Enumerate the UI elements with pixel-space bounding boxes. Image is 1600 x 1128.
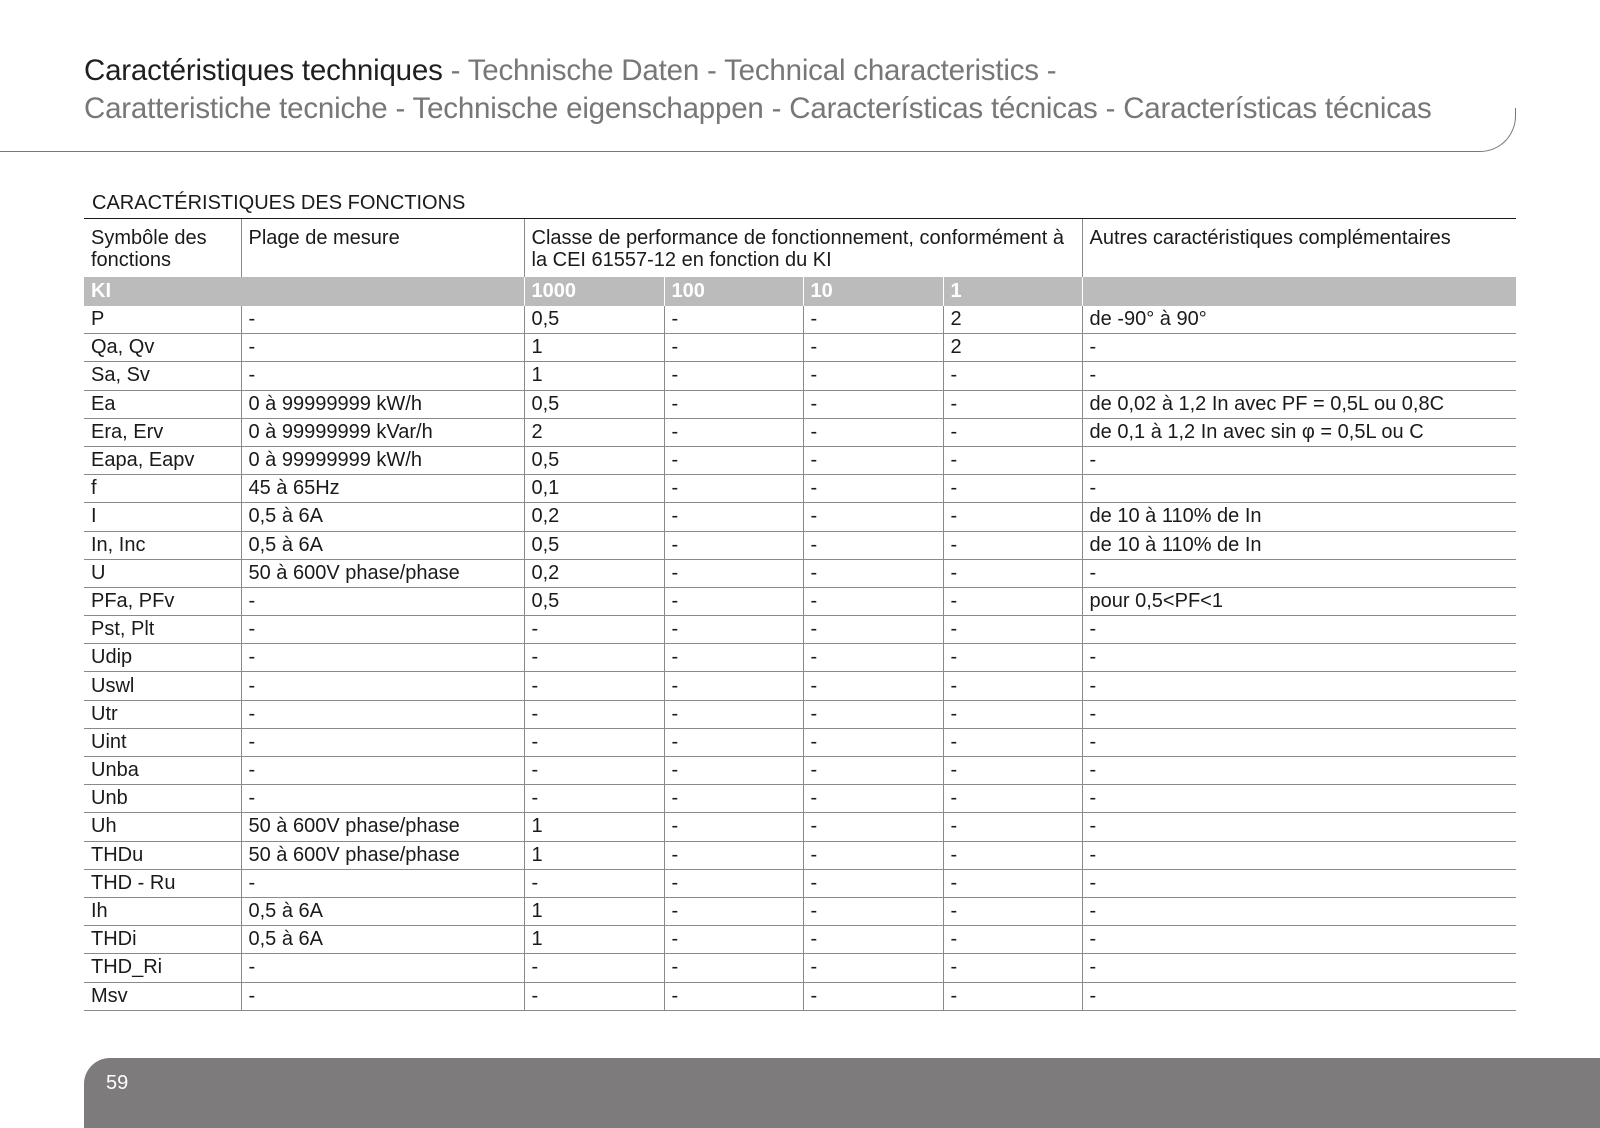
table-row [84,418,1516,446]
header-title-translations: - Technische Daten - Technical characteristics - [442,54,1057,87]
header-range: Plage de mesure [241,219,524,277]
header-performance-class: Classe de performance de fonctionnement, conformément à la CEI 61557-12 en fonction du KI [524,219,1082,277]
cell-class-1000: - [524,757,664,785]
cell-class-100: - [664,869,803,897]
cell-symbol: Unb [84,785,241,813]
cell-other: de -90° à 90° [1082,306,1516,334]
cell-other: - [1082,926,1516,954]
cell-class-1: - [943,616,1082,644]
cell-class-10: - [803,897,943,925]
cell-class-10: - [803,587,943,615]
cell-class-10: - [803,982,943,1010]
cell-symbol: PFa, PFv [84,587,241,615]
cell-class-1000: 1 [524,334,664,362]
cell-class-1: - [943,446,1082,474]
cell-class-100: - [664,334,803,362]
cell-range: 0 à 99999999 kVar/h [241,418,524,446]
cell-other: - [1082,616,1516,644]
cell-class-1000: 2 [524,418,664,446]
cell-symbol: Uswl [84,672,241,700]
cell-class-1000: 1 [524,813,664,841]
cell-class-10: - [803,813,943,841]
footer-band [84,1058,1600,1128]
cell-class-1: 2 [943,334,1082,362]
cell-symbol: Era, Erv [84,418,241,446]
table-row [84,982,1516,1010]
section-title: CARACTÉRISTIQUES DES FONCTIONS [92,192,466,214]
cell-class-1: - [943,728,1082,756]
cell-symbol: Ih [84,897,241,925]
cell-class-10: - [803,306,943,334]
cell-class-10: - [803,390,943,418]
header-line-2: Caratteristiche tecniche - Technische eigenschappen - Características técnicas - Características técnicas [84,92,1432,125]
cell-class-1: - [943,926,1082,954]
cell-range: - [241,728,524,756]
header-line-1 [84,52,1524,90]
cell-symbol: THDu [84,841,241,869]
cell-class-1: - [943,418,1082,446]
cell-class-1000: - [524,672,664,700]
cell-class-1: - [943,672,1082,700]
cell-class-10: - [803,700,943,728]
ki-label: KI [84,277,524,306]
cell-class-1: - [943,897,1082,925]
cell-class-100: - [664,757,803,785]
cell-range: - [241,757,524,785]
cell-range: 50 à 600V phase/phase [241,841,524,869]
cell-class-1000: - [524,869,664,897]
spec-rows [84,306,1516,1011]
cell-class-1000: 0,5 [524,306,664,334]
cell-range: 0,5 à 6A [241,926,524,954]
cell-symbol: Msv [84,982,241,1010]
table-row [84,813,1516,841]
cell-other: de 10 à 110% de In [1082,503,1516,531]
specs-table [84,218,1516,1011]
cell-range: - [241,785,524,813]
cell-range: - [241,362,524,390]
cell-class-1: - [943,813,1082,841]
cell-other: de 10 à 110% de In [1082,531,1516,559]
table-row [84,587,1516,615]
ki-1000: 1000 [524,277,664,306]
cell-class-100: - [664,672,803,700]
column-header-row [84,219,1516,277]
table-row [84,897,1516,925]
cell-class-1000: 0,5 [524,446,664,474]
cell-class-100: - [664,926,803,954]
cell-class-100: - [664,446,803,474]
cell-other: - [1082,728,1516,756]
cell-class-1: - [943,644,1082,672]
cell-class-100: - [664,475,803,503]
cell-class-100: - [664,841,803,869]
cell-range: - [241,954,524,982]
cell-range: - [241,982,524,1010]
cell-class-1: - [943,785,1082,813]
cell-class-100: - [664,644,803,672]
cell-range: - [241,644,524,672]
cell-symbol: THDi [84,926,241,954]
table-row [84,559,1516,587]
cell-class-100: - [664,813,803,841]
cell-class-10: - [803,869,943,897]
cell-other: - [1082,644,1516,672]
cell-class-1000: 1 [524,897,664,925]
cell-symbol: In, Inc [84,531,241,559]
cell-class-100: - [664,587,803,615]
cell-symbol: THD_Ri [84,954,241,982]
cell-symbol: U [84,559,241,587]
cell-class-1000: 0,5 [524,531,664,559]
table-row [84,869,1516,897]
table-row [84,362,1516,390]
cell-other: - [1082,982,1516,1010]
cell-symbol: Qa, Qv [84,334,241,362]
table-row [84,954,1516,982]
cell-class-100: - [664,531,803,559]
cell-other: - [1082,700,1516,728]
header-other: Autres caractéristiques complémentaires [1082,219,1516,277]
cell-other: - [1082,897,1516,925]
cell-range: 50 à 600V phase/phase [241,559,524,587]
cell-class-1: - [943,982,1082,1010]
cell-class-10: - [803,841,943,869]
cell-class-1000: - [524,616,664,644]
cell-class-1: - [943,587,1082,615]
cell-class-1000: 0,2 [524,559,664,587]
cell-symbol: P [84,306,241,334]
table-row [84,446,1516,474]
cell-range: - [241,334,524,362]
table-row [84,306,1516,334]
cell-class-1000: 0,1 [524,475,664,503]
cell-class-1: - [943,954,1082,982]
cell-class-10: - [803,559,943,587]
cell-symbol: f [84,475,241,503]
table-row [84,616,1516,644]
cell-class-100: - [664,306,803,334]
header-title-fr: Caractéristiques techniques [84,54,443,87]
cell-other: - [1082,672,1516,700]
cell-symbol: Ea [84,390,241,418]
cell-other: - [1082,813,1516,841]
cell-symbol: Uh [84,813,241,841]
cell-class-100: - [664,418,803,446]
cell-class-1000: - [524,982,664,1010]
table-row [84,757,1516,785]
cell-class-100: - [664,700,803,728]
cell-class-100: - [664,982,803,1010]
cell-other: - [1082,869,1516,897]
cell-class-1000: 0,2 [524,503,664,531]
cell-class-1: - [943,390,1082,418]
cell-symbol: Sa, Sv [84,362,241,390]
table-row [84,841,1516,869]
cell-range: 0 à 99999999 kW/h [241,390,524,418]
cell-class-100: - [664,616,803,644]
cell-class-10: - [803,757,943,785]
cell-class-10: - [803,503,943,531]
cell-class-10: - [803,475,943,503]
table-row [84,334,1516,362]
cell-class-1000: - [524,785,664,813]
cell-class-100: - [664,728,803,756]
ki-100: 100 [664,277,803,306]
cell-symbol: Utr [84,700,241,728]
ki-row [84,277,1516,306]
table-row [84,926,1516,954]
cell-class-1: - [943,475,1082,503]
cell-class-10: - [803,954,943,982]
cell-range: 0,5 à 6A [241,897,524,925]
cell-other: de 0,1 à 1,2 In avec sin φ = 0,5L ou C [1082,418,1516,446]
table-row [84,700,1516,728]
cell-class-10: - [803,926,943,954]
cell-symbol: Unba [84,757,241,785]
cell-class-10: - [803,362,943,390]
cell-other: - [1082,446,1516,474]
ki-1: 1 [943,277,1082,306]
cell-class-1: 2 [943,306,1082,334]
cell-range: 50 à 600V phase/phase [241,813,524,841]
table-row [84,644,1516,672]
cell-class-100: - [664,785,803,813]
ki-10: 10 [803,277,943,306]
cell-class-1000: - [524,954,664,982]
cell-class-10: - [803,418,943,446]
cell-other: pour 0,5<PF<1 [1082,587,1516,615]
cell-range: - [241,869,524,897]
cell-symbol: I [84,503,241,531]
cell-class-10: - [803,446,943,474]
cell-class-100: - [664,362,803,390]
cell-symbol: Eapa, Eapv [84,446,241,474]
cell-range: - [241,616,524,644]
cell-symbol: Udip [84,644,241,672]
cell-range: - [241,700,524,728]
cell-range: 0,5 à 6A [241,531,524,559]
cell-other: - [1082,954,1516,982]
table-row [84,728,1516,756]
cell-class-1: - [943,869,1082,897]
cell-class-1: - [943,531,1082,559]
table-row [84,503,1516,531]
page-number: 59 [106,1072,129,1094]
cell-class-1: - [943,362,1082,390]
cell-symbol: Uint [84,728,241,756]
cell-other: de 0,02 à 1,2 In avec PF = 0,5L ou 0,8C [1082,390,1516,418]
cell-class-1000: 0,5 [524,587,664,615]
cell-class-1000: - [524,644,664,672]
header-rule [0,108,1516,152]
cell-class-1000: - [524,700,664,728]
cell-class-1000: 1 [524,926,664,954]
cell-other: - [1082,362,1516,390]
cell-class-1: - [943,841,1082,869]
cell-class-100: - [664,503,803,531]
table-row [84,531,1516,559]
cell-range: 0 à 99999999 kW/h [241,446,524,474]
cell-range: 45 à 65Hz [241,475,524,503]
cell-class-1000: 1 [524,841,664,869]
ki-other [1082,277,1516,306]
cell-class-10: - [803,644,943,672]
cell-class-1000: 1 [524,362,664,390]
cell-other: - [1082,334,1516,362]
cell-class-100: - [664,954,803,982]
cell-other: - [1082,475,1516,503]
table-row [84,390,1516,418]
cell-symbol: THD - Ru [84,869,241,897]
cell-class-1: - [943,757,1082,785]
cell-other: - [1082,559,1516,587]
cell-class-1: - [943,700,1082,728]
cell-range: - [241,672,524,700]
table-row [84,672,1516,700]
cell-class-1: - [943,559,1082,587]
cell-class-100: - [664,559,803,587]
cell-class-10: - [803,616,943,644]
cell-class-10: - [803,728,943,756]
cell-class-10: - [803,785,943,813]
cell-class-10: - [803,672,943,700]
table-row [84,475,1516,503]
cell-other: - [1082,841,1516,869]
header-symbol: Symbôle des fonctions [84,219,241,277]
cell-other: - [1082,757,1516,785]
cell-range: - [241,306,524,334]
cell-class-1: - [943,503,1082,531]
cell-class-100: - [664,897,803,925]
cell-class-1000: 0,5 [524,390,664,418]
cell-class-1000: - [524,728,664,756]
cell-class-10: - [803,334,943,362]
cell-other: - [1082,785,1516,813]
cell-range: 0,5 à 6A [241,503,524,531]
cell-symbol: Pst, Plt [84,616,241,644]
cell-class-10: - [803,531,943,559]
cell-range: - [241,587,524,615]
cell-class-100: - [664,390,803,418]
table-row [84,785,1516,813]
